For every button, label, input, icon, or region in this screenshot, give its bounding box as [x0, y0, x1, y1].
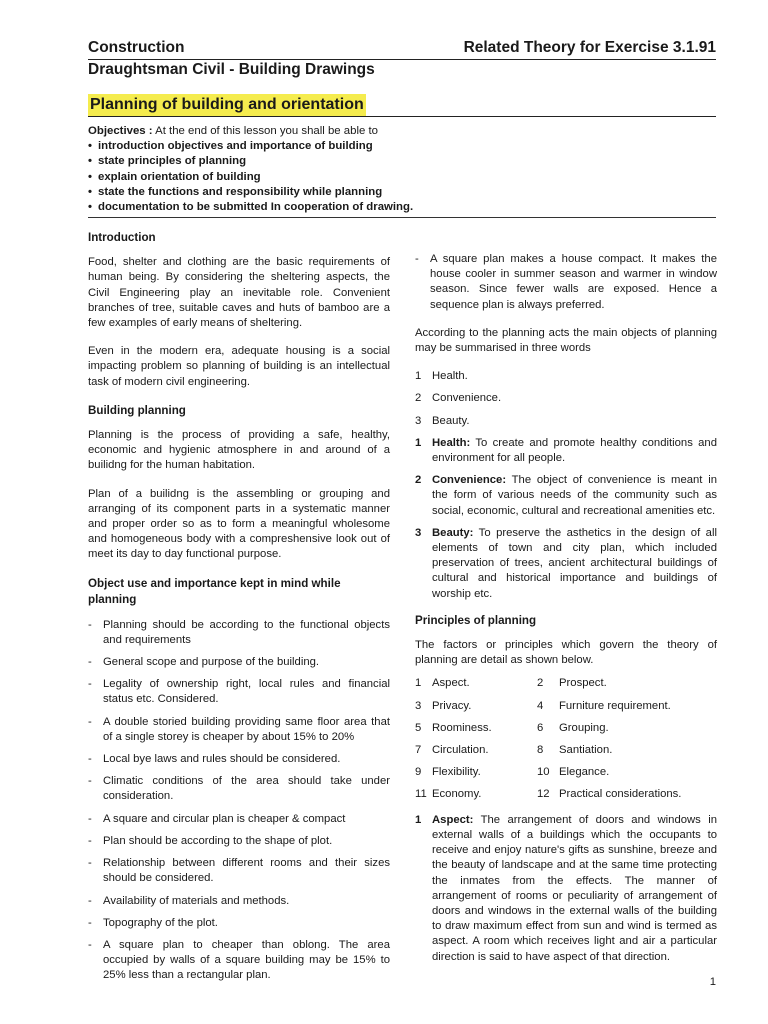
- objective-item: • explain orientation of building: [88, 170, 716, 185]
- dash-marker: -: [88, 857, 92, 870]
- principles-grid: [415, 676, 717, 802]
- item-number: 9: [415, 766, 422, 779]
- paragraph: Planning is the process of providing a safe, healthy, economic and hygienic atmosphere in and around of a builidng for the human habitation.: [88, 429, 390, 472]
- list-item: [88, 856, 390, 886]
- item-text: Economy.: [432, 788, 482, 801]
- list-item: [88, 677, 390, 707]
- item-text: Grouping.: [559, 721, 609, 734]
- list-item: [88, 618, 390, 648]
- header-right: Related Theory for Exercise 3.1.91: [463, 39, 716, 56]
- objectives: [88, 124, 716, 215]
- list-item: [88, 812, 390, 827]
- item-number: 1: [415, 370, 422, 383]
- list-item-text: Topography of the plot.: [103, 916, 218, 929]
- dash-marker: -: [88, 715, 92, 728]
- header-left-line2: Draughtsman Civil - Building Drawings: [88, 61, 375, 78]
- page-header: [88, 38, 716, 80]
- objective-item: • state the functions and responsibility while planning: [88, 185, 716, 200]
- heading-building-planning: Building planning: [88, 403, 186, 417]
- item-text: Flexibility.: [432, 766, 481, 779]
- list-item: [415, 369, 717, 384]
- list-item: [88, 894, 390, 909]
- principle-item: [415, 787, 537, 802]
- principle-item: [537, 676, 717, 691]
- item-number: 6: [537, 721, 544, 734]
- principle-item: [415, 676, 537, 691]
- dash-marker: -: [415, 253, 419, 265]
- objective-item: • introduction objectives and importance of building: [88, 139, 716, 154]
- objectives-list: [88, 139, 716, 215]
- paragraph: The factors or principles which govern the theory of planning are detail as shown below.: [415, 639, 717, 667]
- item-number: 10: [537, 766, 550, 779]
- aspect-item: [415, 813, 717, 965]
- dash-marker: -: [88, 656, 92, 669]
- objective-item: • state principles of planning: [88, 154, 716, 169]
- page-title: Planning of building and orientation: [88, 94, 366, 116]
- list-item: [88, 715, 390, 745]
- dash-marker: -: [88, 938, 92, 951]
- item-number: 3: [415, 526, 422, 539]
- object-use-list: [88, 618, 390, 984]
- list-item: [415, 391, 717, 406]
- divider: [88, 217, 716, 218]
- list-item: [415, 526, 717, 602]
- principle-item: [415, 699, 537, 714]
- item-number: 7: [415, 744, 422, 757]
- item-text: Roominess.: [432, 721, 492, 734]
- item-term: Convenience:: [432, 474, 507, 487]
- item-number: 12: [537, 788, 550, 801]
- item-term: Health:: [432, 436, 471, 449]
- paragraph: Food, shelter and clothing are the basic requirements of human being. By considering the sheltering aspects, the Civil Engineering play an inevitable role. Convenient branches of tree, suitable caves and huts of bamboo are a few examples of early means of sheltering.: [88, 256, 390, 330]
- item-text: Santiation.: [559, 744, 613, 757]
- dash-marker: -: [88, 916, 92, 929]
- principle-item: [537, 765, 717, 780]
- item-text: To create and promote healthy conditions and environment for all people.: [432, 436, 717, 465]
- objects-simple-list: [415, 369, 717, 429]
- item-text: Aspect.: [432, 677, 470, 690]
- list-item-text: Legality of ownership right, local rules and financial status etc. Considered.: [103, 678, 390, 706]
- title-bar: [88, 94, 716, 117]
- principle-item: [415, 721, 537, 736]
- list-item-text: Plan should be according to the shape of plot.: [103, 834, 333, 847]
- objectives-intro: At the end of this lesson you shall be able to: [152, 125, 379, 137]
- list-item-text: Planning should be according to the functional objects and requirements: [103, 618, 390, 646]
- list-item-text: A square plan to cheaper than oblong. The area occupied by walls of a square building may be 15% to 25% less than a rectangular plan.: [103, 938, 390, 982]
- list-item: [88, 834, 390, 849]
- item-number: 11: [415, 788, 427, 801]
- objects-detail-list: [415, 436, 717, 602]
- item-text: Practical considerations.: [559, 788, 682, 801]
- item-text: Elegance.: [559, 766, 610, 779]
- left-column: [88, 230, 390, 991]
- paragraph: According to the planning acts the main objects of planning may be summarised in three words: [415, 326, 717, 355]
- item-term: Aspect:: [432, 813, 474, 826]
- list-item: [415, 414, 717, 429]
- list-item: [415, 473, 717, 519]
- paragraph: Plan of a builidng is the assembling or grouping and arranging of its component parts in a systematic manner and proper order so as to form a meaningful wholesome and homogeneous body with a compreshensive look out of meet its day to day functional purpose.: [88, 487, 390, 561]
- list-item-text: Local bye laws and rules should be considered.: [103, 753, 341, 766]
- heading-object-use: Object use and importance kept in mind while planning: [88, 576, 341, 606]
- item-number: 4: [537, 699, 544, 712]
- item-number: 3: [415, 699, 422, 712]
- item-number: 3: [415, 414, 422, 427]
- item-text: Health.: [432, 370, 468, 383]
- list-item-text: Relationship between different rooms and their sizes should be considered.: [103, 857, 390, 885]
- item-text: To preserve the asthetics in the design of all elements of town and city plan, which included preservation of trees, ancient architectural buildings of cultural and historical importance and buildings of worship etc.: [432, 526, 717, 600]
- item-number: 1: [415, 436, 422, 449]
- item-text: Circulation.: [432, 744, 489, 757]
- objectives-lead: Objectives :: [88, 125, 153, 137]
- item-number: 2: [415, 474, 422, 487]
- list-item-text: A double storied building providing same floor area that of a single storey is cheaper by about 15% to 20%: [103, 715, 390, 743]
- dash-marker: -: [88, 812, 92, 825]
- list-item-text: Climatic conditions of the area should take under consideration.: [103, 775, 390, 803]
- list-item-text: General scope and purpose of the building.: [103, 656, 320, 669]
- list-item: [415, 436, 717, 466]
- item-text: Beauty.: [432, 414, 470, 427]
- item-number: 8: [537, 744, 544, 757]
- list-item-text: Availability of materials and methods.: [103, 894, 290, 907]
- dash-marker: -: [88, 894, 92, 907]
- paragraph: Even in the modern era, adequate housing is a social impacting problem so planning of building is an intellectual task of modern civil engineering.: [88, 345, 390, 388]
- list-item: [88, 655, 390, 670]
- principle-item: [537, 721, 717, 736]
- dash-marker: -: [88, 618, 92, 631]
- item-term: Beauty:: [432, 526, 474, 539]
- item-text: Prospect.: [559, 677, 607, 690]
- header-left-line1: Construction: [88, 39, 185, 56]
- item-number: 1: [415, 813, 422, 826]
- list-item-text: A square plan makes a house compact. It makes the house cooler in summer season and warmer in window season. Since fewer walls are exposed. Hence a sequence plan is always preferred.: [430, 253, 717, 311]
- list-item-text: A square and circular plan is cheaper & compact: [103, 812, 346, 825]
- principle-item: [537, 743, 717, 758]
- dash-marker: -: [88, 753, 92, 766]
- list-item: [88, 938, 390, 984]
- item-number: 2: [415, 392, 422, 405]
- item-number: 2: [537, 677, 544, 690]
- list-item: [88, 916, 390, 931]
- heading-introduction: Introduction: [88, 231, 156, 244]
- item-text: Privacy.: [432, 699, 472, 712]
- item-number: 1: [415, 677, 422, 690]
- dash-marker: -: [88, 775, 92, 788]
- principle-item: [415, 765, 537, 780]
- principle-item: [537, 787, 717, 802]
- item-number: 5: [415, 721, 422, 734]
- principle-item: [537, 699, 717, 714]
- right-column: [415, 252, 717, 972]
- objective-item: • documentation to be submitted In cooperation of drawing.: [88, 200, 716, 215]
- dash-marker: -: [88, 834, 92, 847]
- item-text: The arrangement of doors and windows in external walls of a buildings which the occupants to receive and enjoy nature's gifts as sunshine, breeze and the beauty of landscape and at the same time protecting the inmates from the effects. The manner of arrangement of rooms or peculiarity of arrangement of doors and windows in the external walls of the building to draw maximum effect from sun and wind is termed as aspect. A room which receives light and air a particular direction is said to have aspect of that direction.: [432, 813, 717, 963]
- heading-principles: Principles of planning: [415, 613, 537, 627]
- item-text: Furniture requirement.: [559, 699, 671, 712]
- list-item: [88, 752, 390, 767]
- item-text: The object of convenience is meant in the form of various needs of the community such as social, economic, cultural and recreational amenities etc.: [432, 474, 717, 517]
- list-item: [88, 774, 390, 804]
- principle-item: [415, 743, 537, 758]
- item-text: Convenience.: [432, 392, 502, 405]
- page-number: 1: [709, 976, 716, 988]
- dash-marker: -: [88, 678, 92, 691]
- list-item: [415, 252, 717, 313]
